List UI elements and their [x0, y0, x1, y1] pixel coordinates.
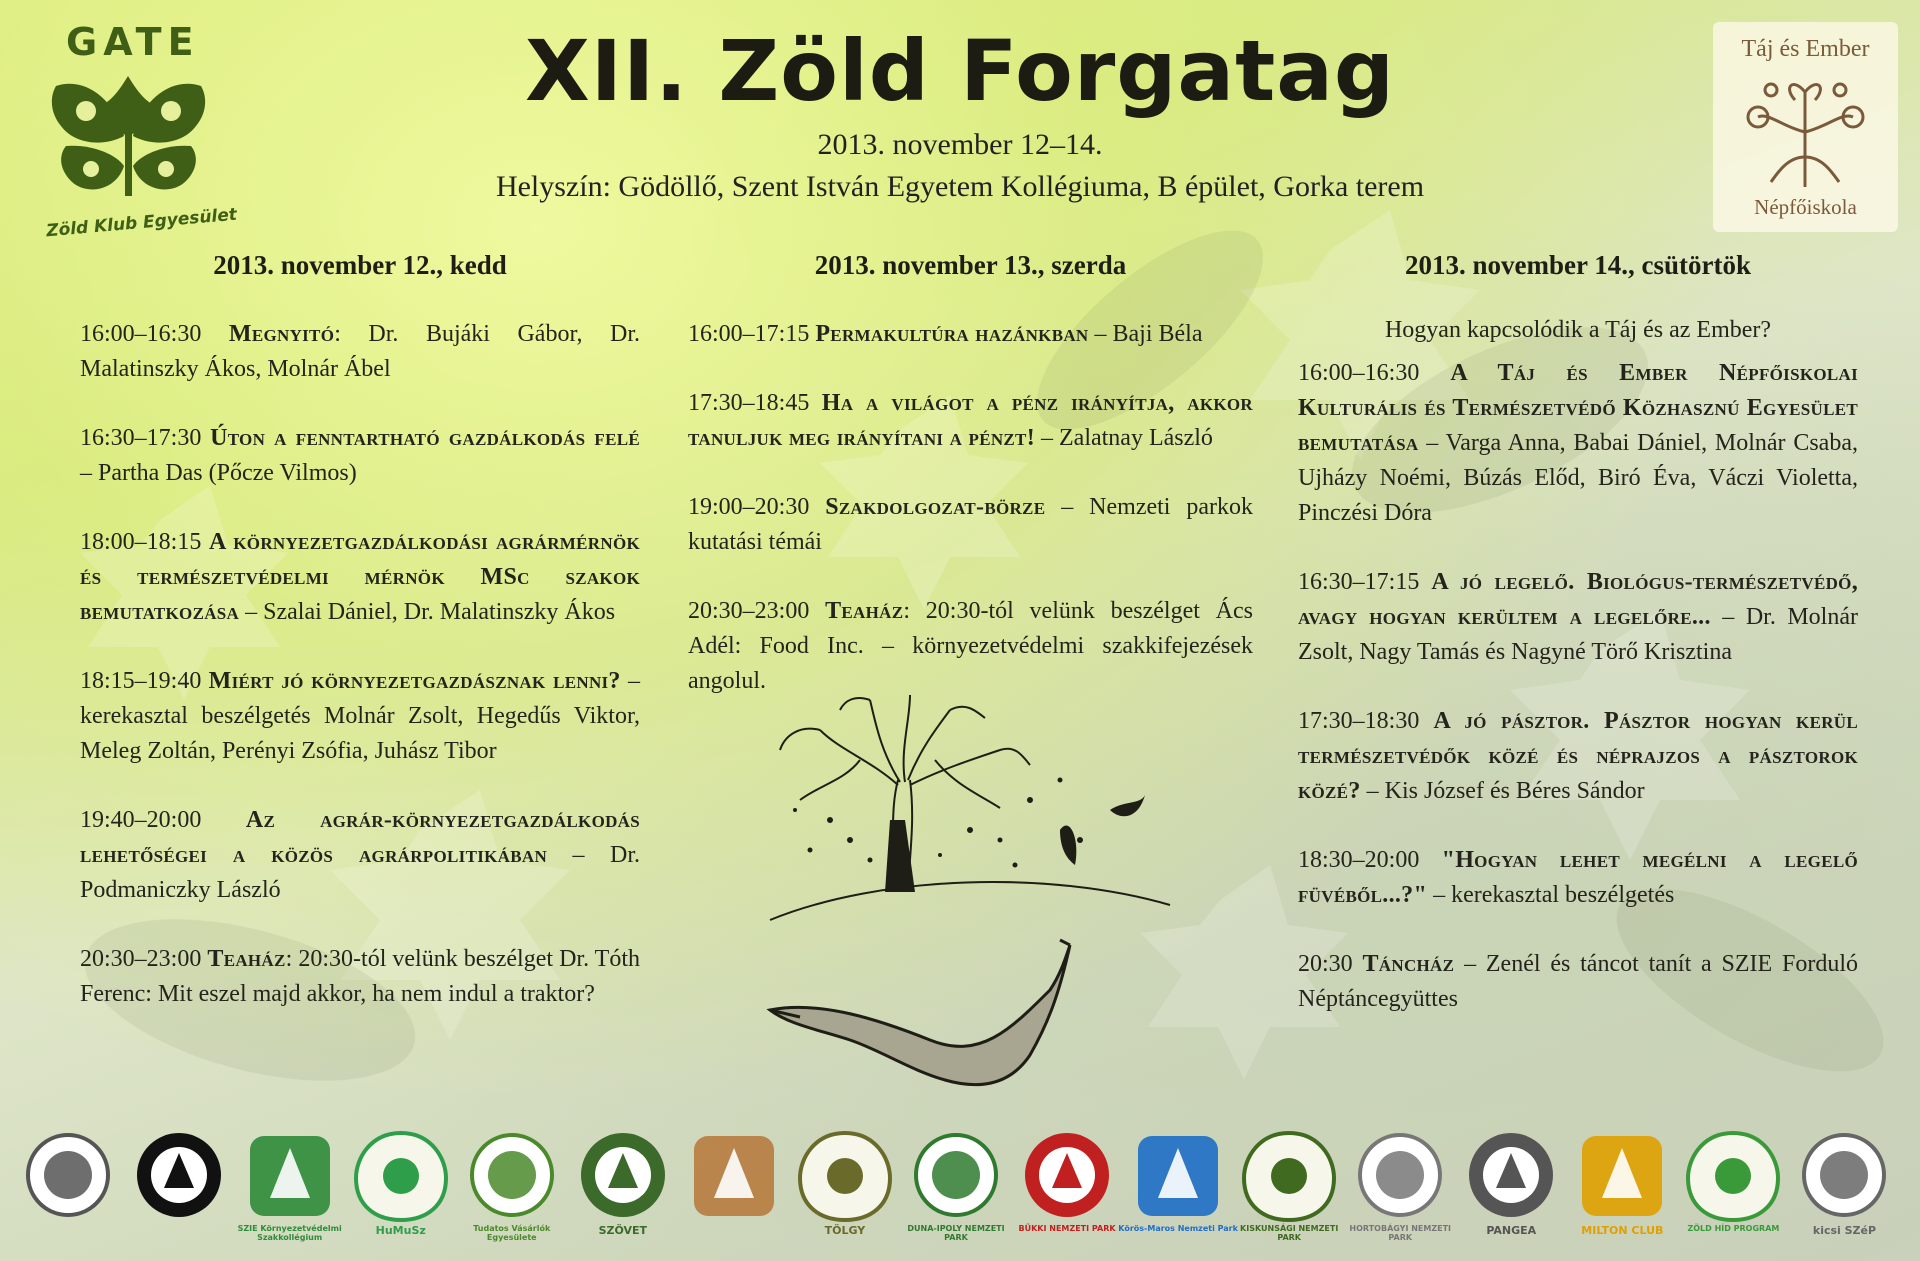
day-column — [1298, 248, 1858, 1051]
program-time: 18:00–18:15 — [80, 529, 202, 555]
taj-es-ember-text: Táj és Ember — [1741, 36, 1870, 62]
program-item — [688, 317, 1253, 352]
program-time: 17:30–18:45 — [688, 390, 810, 416]
day-heading: 2013. november 14., csütörtök — [1405, 250, 1751, 280]
program-item — [1298, 704, 1858, 809]
sponsor-caption: SZÖVET — [598, 1224, 648, 1237]
program-item — [688, 386, 1253, 456]
sponsor-caption: HORTOBÁGYI NEMZETI PARK — [1349, 1224, 1452, 1242]
sponsor-caption: Körös-Maros Nemzeti Park — [1118, 1224, 1238, 1233]
program-item — [80, 525, 640, 630]
program-item — [80, 664, 640, 769]
program-title: Miért jó környezetgazdásznak lenni? — [208, 668, 621, 694]
program-item — [688, 594, 1253, 699]
apple-spiral-icon — [124, 1128, 234, 1243]
program-title: A jó legelő. Biológus-természetvédő, avagy hogyan kerültem a legelőre... — [1298, 569, 1858, 630]
basket-icon — [457, 1128, 567, 1243]
szovet-seal-icon — [568, 1128, 678, 1243]
koros-maros-park-icon — [1118, 1128, 1238, 1243]
program-title: "Hogyan lehet megélni a legelő füvéből...?" — [1298, 847, 1859, 908]
pangea-icon — [1456, 1128, 1566, 1243]
program-time: 16:30–17:30 — [80, 425, 202, 451]
zold-hid-icon — [1678, 1128, 1788, 1243]
program-item — [80, 317, 640, 387]
program-title: Ha a világot a pénz irányítja, akkor tanuljuk meg irányítani a pénzt! — [688, 390, 1254, 451]
day-heading: 2013. november 12., kedd — [213, 250, 507, 280]
program-title: Permakultúra hazánkban — [815, 321, 1089, 347]
program-time: 16:00–17:15 — [688, 321, 810, 347]
program-time: 16:00–16:30 — [80, 321, 202, 347]
program-details: – Partha Das (Pőcze Vilmos) — [80, 460, 357, 486]
program-time: 19:00–20:30 — [688, 494, 810, 520]
program-title: Úton a fenntartható gazdálkodás felé — [210, 425, 640, 451]
sponsor-caption: TÖLGY — [824, 1224, 866, 1237]
program-details: – Dr. Podmaniczky László — [80, 842, 640, 903]
event-venue: Helyszín: Gödöllő, Szent István Egyetem Kollégiuma, B épület, Gorka terem — [495, 170, 1425, 203]
milton-club-icon — [1567, 1128, 1677, 1243]
program-details: – Varga Anna, Babai Dániel, Molnár Csaba, Ujházy Noémi, Búzás Előd, Biró Éva, Váczi Violetta, Pinczési Dóra — [1298, 430, 1858, 526]
sponsor-caption: PANGEA — [1486, 1224, 1537, 1237]
ksu-monogram-icon — [13, 1128, 123, 1243]
szie-tree-icon — [235, 1128, 345, 1243]
bukki-park-icon — [1012, 1128, 1122, 1243]
sponsor-caption: SZIE Környezetvédelmi Szakkollégium — [237, 1224, 342, 1242]
program-item — [1298, 565, 1858, 670]
program-title: Szakdolgozat-börze — [825, 494, 1046, 520]
program-details: – Dr. Molnár Zsolt, Nagy Tamás és Nagyné Törő Krisztina — [1298, 604, 1858, 665]
program-time: 18:30–20:00 — [1298, 847, 1420, 873]
program-time: 20:30–23:00 — [688, 598, 810, 624]
program-item — [1298, 356, 1858, 531]
program-title: Teaház — [207, 946, 286, 972]
program-title: Megnyitó — [228, 321, 335, 347]
program-item — [80, 942, 640, 1012]
day-column — [688, 248, 1253, 733]
program-title: Teaház — [825, 598, 904, 624]
kiskunsagi-park-icon — [1234, 1128, 1344, 1243]
day-heading: 2013. november 13., szerda — [814, 250, 1127, 280]
program-time: 16:30–17:15 — [1298, 569, 1420, 595]
program-details: – Zenél és táncot tanít a SZIE Forduló Néptáncegyüttes — [1298, 951, 1858, 1012]
sponsor-caption: Tudatos Vásárlók Egyesülete — [473, 1224, 551, 1242]
program-details: : 20:30-tól velünk beszélget Dr. Tóth Ferenc: Mit eszel majd akkor, ha nem indul a traktor? — [80, 946, 641, 1007]
program-title: Táncház — [1362, 951, 1455, 977]
kicsi-szep-icon — [1789, 1128, 1899, 1243]
program-time: 16:00–16:30 — [1298, 360, 1420, 386]
program-time: 18:15–19:40 — [80, 668, 202, 694]
page-title: XII. Zöld Forgatag — [524, 22, 1396, 120]
sponsor-caption: BÜKKI NEMZETI PARK — [1018, 1224, 1116, 1233]
program-item — [1298, 843, 1858, 913]
program-details: – Zalatnay László — [1035, 425, 1213, 451]
program-details: – kerekasztal beszélgetés Molnár Zsolt, Hegedűs Viktor, Meleg Zoltán, Perényi Zsófia, Juhász Tibor — [80, 668, 641, 764]
day-intro: Hogyan kapcsolódik a Táj és az Ember? — [1384, 317, 1772, 343]
program-details: – Szalai Dániel, Dr. Malatinszky Ákos — [239, 599, 616, 625]
program-title: A jó pásztor. Pásztor hogyan kerül természetvédők közé és néprajzos a pásztorok közé? — [1298, 708, 1859, 804]
sponsor-caption: kicsi SZéP — [1812, 1224, 1877, 1237]
program-item — [80, 803, 640, 908]
program-title: A Táj és Ember Népfőiskolai Kulturális és Természetvédő Közhasznú Egyesület bemutatása — [1298, 360, 1859, 456]
sponsor-caption: DUNA-IPOLY NEMZETI PARK — [907, 1224, 1005, 1242]
zold-klub-subtitle: Zöld Klub Egyesület — [45, 204, 238, 242]
program-item — [1298, 947, 1858, 1017]
oak-leaf-icon — [790, 1128, 900, 1243]
gate-brand-text: GATE — [66, 20, 200, 64]
humusz-knot-icon — [346, 1128, 456, 1243]
day-column — [80, 248, 640, 1046]
duna-ipoly-park-icon — [901, 1128, 1011, 1243]
program-time: 20:30 — [1298, 951, 1353, 977]
hortobagy-park-icon — [1345, 1128, 1455, 1243]
program-details: – Nemzeti parkok kutatási témái — [688, 494, 1254, 555]
program-time: 19:40–20:00 — [80, 807, 202, 833]
sponsor-caption: MILTON CLUB — [1581, 1224, 1664, 1237]
sponsor-caption: HuMuSz — [375, 1224, 426, 1237]
program-title: A környezetgazdálkodási agrármérnök és természetvédelmi mérnök MSc szakok bemutatkozása — [80, 529, 640, 625]
tree-hammock-illustration — [760, 690, 1180, 1110]
program-details: – Baji Béla — [1088, 321, 1203, 347]
program-details: – kerekasztal beszélgetés — [1427, 882, 1675, 908]
program-details: : Dr. Bujáki Gábor, Dr. Malatinszky Ákos, Molnár Ábel — [80, 321, 641, 382]
program-details: – Kis József és Béres Sándor — [1360, 778, 1645, 804]
sponsor-caption: ZÖLD HÍD PROGRAM — [1687, 1224, 1780, 1233]
program-time: 20:30–23:00 — [80, 946, 202, 972]
program-details: : 20:30-tól velünk beszélget Ács Adél: Food Inc. – környezetvédelmi szakkifejezések angolul. — [688, 598, 1254, 694]
program-time: 17:30–18:30 — [1298, 708, 1420, 734]
program-item — [688, 490, 1253, 560]
program-title: Az agrár-környezetgazdálkodás lehetőségei a közös agrárpolitikában — [80, 807, 641, 868]
snail-icon — [679, 1128, 789, 1243]
sponsor-caption: KISKUNSÁGI NEMZETI PARK — [1240, 1224, 1339, 1242]
sponsor-logo-strip — [0, 1120, 1920, 1255]
event-dates: 2013. november 12–14. — [817, 128, 1103, 161]
program-item — [80, 421, 640, 491]
nepfoiskola-text: Népfőiskola — [1754, 195, 1857, 219]
